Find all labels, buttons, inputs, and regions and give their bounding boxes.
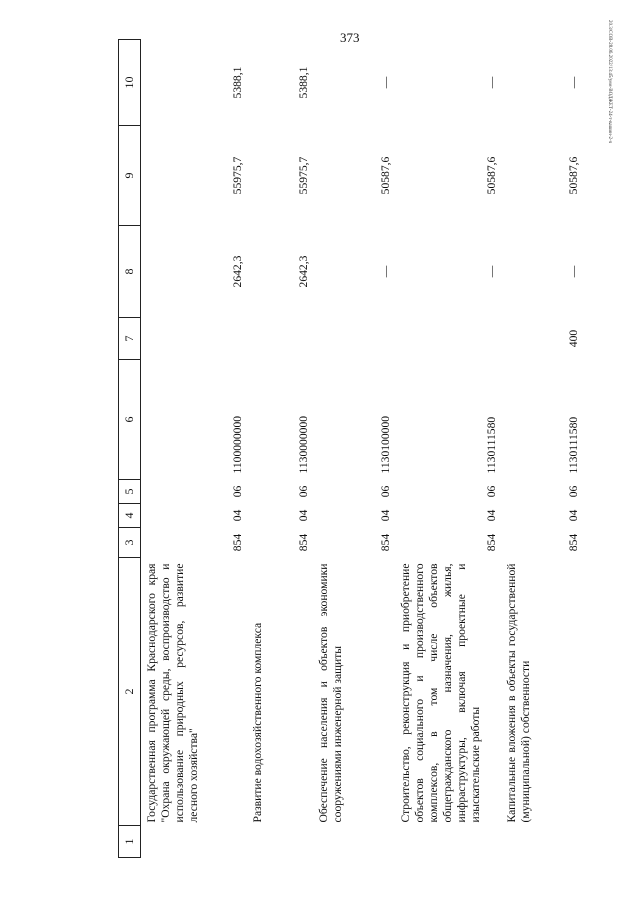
row-name: Строительство, реконструкция и приобретение объектов социального и производственного комплексов, в том числе объектов общегражданского назначения, жилья, инфраструктуры, включая проектные и изыскательские работы (399, 563, 482, 823)
cell-col10: 5388,1 (297, 66, 311, 99)
cell-col8: — (567, 265, 581, 278)
row-name: Государственная программа Краснодарского края "Охрана окружающей среды, воспроизводство и использование природных ресурсов, развитие лесного хозяйства" (145, 563, 200, 823)
cell-col3: 854 (297, 533, 311, 552)
header-cell: 9 (119, 126, 141, 226)
cell-col8: 2642,3 (297, 255, 311, 288)
table-row (247, 40, 313, 858)
header-cell: 7 (119, 318, 141, 360)
cell-col8: — (379, 265, 393, 278)
cell-col10: — (485, 76, 499, 89)
cell-col9: 50587,6 (379, 156, 393, 195)
row-code (501, 826, 583, 858)
cell-col4: 04 (567, 509, 581, 522)
budget-table (118, 39, 583, 858)
cell-col3: 854 (231, 533, 245, 552)
header-cell: 4 (119, 504, 141, 528)
header-cell: 3 (119, 528, 141, 558)
cell-col6: 1100000000 (231, 415, 245, 474)
header-row (119, 40, 141, 858)
table-row (395, 40, 501, 858)
cell-col9: 55975,7 (297, 156, 311, 195)
cell-col5: 06 (567, 485, 581, 498)
cell-col7 (395, 318, 501, 360)
cell-col4: 04 (297, 509, 311, 522)
header-cell: 6 (119, 360, 141, 480)
row-code (313, 826, 395, 858)
cell-col8: 2642,3 (231, 255, 245, 288)
cell-col9: 50587,6 (485, 156, 499, 195)
cell-col6: 1130000000 (297, 415, 311, 474)
cell-col7 (247, 318, 313, 360)
header-cell: 1 (119, 826, 141, 858)
cell-col8: — (485, 265, 499, 278)
row-code (141, 826, 248, 858)
row-name: Развитие водохозяйственного комплекса (251, 622, 264, 823)
header-cell: 5 (119, 480, 141, 504)
header-cell: 8 (119, 226, 141, 318)
page-number: 373 (340, 30, 360, 45)
rotated-table-container (118, 40, 581, 858)
row-name: Обеспечение населения и объектов экономики сооружениями инженерной защиты (317, 563, 344, 823)
cell-col7 (141, 318, 248, 360)
cell-col4: 04 (379, 509, 393, 522)
cell-col6: 1130111580 (567, 416, 581, 474)
cell-col10: — (379, 76, 393, 89)
cell-col5: 06 (485, 485, 499, 498)
table-row (141, 40, 248, 858)
side-note: 20.3/СОВ-28.06.2022/13:45/уем-ВОДЖЕТ-24-т-вашин-2-ч (607, 20, 612, 144)
cell-col5: 06 (297, 485, 311, 498)
row-code (395, 826, 501, 858)
cell-col7: 400 (567, 329, 581, 348)
cell-col6: 1130111580 (485, 416, 499, 474)
cell-col5: 06 (379, 485, 393, 498)
table-row (501, 40, 583, 858)
row-name: Капитальные вложения в объекты государственной (муниципальной) собственности (505, 563, 532, 823)
cell-col6: 1130100000 (379, 415, 393, 474)
table-row (313, 40, 395, 858)
cell-col5: 06 (231, 485, 245, 498)
cell-col10: — (567, 76, 581, 89)
cell-col10: 5388,1 (231, 66, 245, 99)
cell-col4: 04 (231, 509, 245, 522)
cell-col3: 854 (567, 533, 581, 552)
header-cell: 10 (119, 40, 141, 126)
cell-col3: 854 (485, 533, 499, 552)
cell-col9: 55975,7 (231, 156, 245, 195)
cell-col4: 04 (485, 509, 499, 522)
cell-col7 (313, 318, 395, 360)
row-code (247, 826, 313, 858)
cell-col9: 50587,6 (567, 156, 581, 195)
cell-col3: 854 (379, 533, 393, 552)
header-cell: 2 (119, 558, 141, 826)
